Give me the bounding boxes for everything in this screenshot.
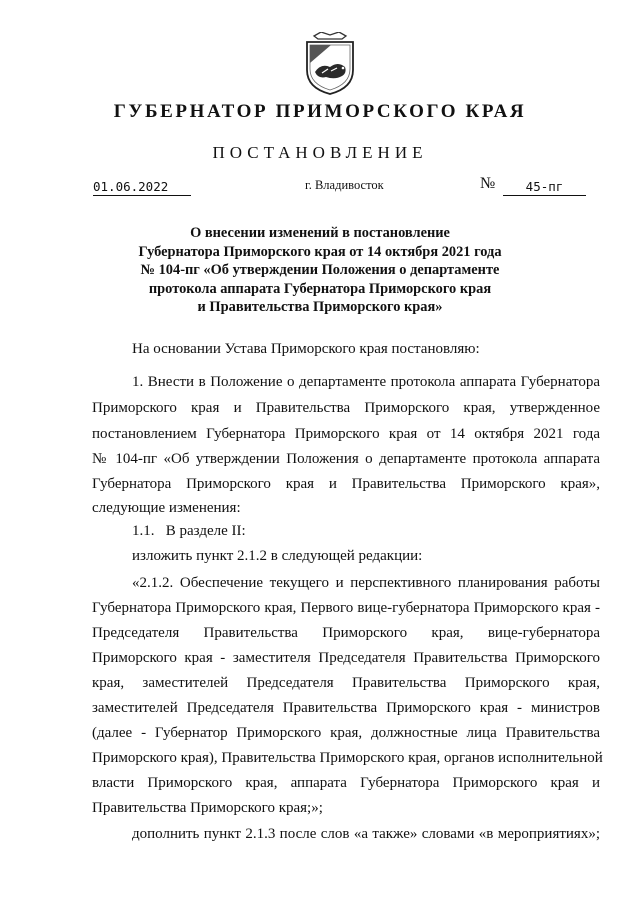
body-line: На основании Устава Приморского края постановляю: [132, 341, 480, 357]
body-line: дополнить пункт 2.1.3 после слов «а также» словами «в мероприятиях»; [132, 826, 600, 842]
body-line: № 104-пг «Об утверждении Положения о департаменте протокола аппарата [92, 451, 600, 467]
document-city: г. Владивосток [305, 178, 384, 192]
title-line: протокола аппарата Губернатора Приморского края [148, 280, 492, 297]
body-line: Губернатора Приморского края, Первого вице-губернатора Приморского края - [92, 600, 600, 616]
document-title [80, 224, 560, 317]
document-number: 45-пг [503, 179, 586, 196]
body-line: «2.1.2. Обеспечение текущего и перспективного планирования работы [132, 575, 600, 591]
body-line: Председателя Правительства Приморского края, вице-губернатора [92, 625, 600, 641]
body-line: постановлением Губернатора Приморского края от 14 октября 2021 года [92, 426, 600, 442]
title-line: и Правительства Приморского края» [197, 299, 443, 315]
body-line: (далее - Губернатор Приморского края, должностные лица Правительства [92, 725, 600, 741]
body-line: власти Приморского края, аппарата Губернатора Приморского края и [92, 775, 600, 791]
body-line: 1.1. В разделе II: [132, 523, 246, 539]
document-type: ПОСТАНОВЛЕНИЕ [212, 143, 428, 162]
coat-of-arms-icon [301, 32, 359, 96]
body-line: изложить пункт 2.1.2 в следующей редакции: [132, 548, 423, 564]
title-line: О внесении изменений в постановление [190, 225, 450, 241]
body-line: 1. Внести в Положение о департаменте протокола аппарата Губернатора [132, 374, 600, 390]
number-sign: № [480, 175, 496, 192]
body-line: Правительства Приморского края;»; [92, 800, 323, 816]
body-line: заместителей Председателя Правительства Приморского края - министров [92, 700, 600, 716]
title-line: Губернатора Приморского края от 14 октября 2021 года [138, 243, 502, 260]
body-line: Приморского края и Правительства Приморского края, утвержденное [92, 400, 600, 416]
body-line: Приморского края), Правительства Приморского края, органов исполнительной [92, 750, 603, 766]
document-date: 01.06.2022 [93, 179, 191, 196]
title-line: № 104-пг «Об утверждении Положения о департаменте [140, 262, 500, 278]
body-line: Губернатора Приморского края и Правительства Приморского края», [92, 476, 600, 492]
body-line: следующие изменения: [92, 500, 241, 516]
body-line: края, заместителей Председателя Правительства Приморского края, [92, 675, 600, 691]
body-line: Приморского края - заместителя Председателя Правительства Приморского [92, 650, 600, 666]
authority-title: ГУБЕРНАТОР ПРИМОРСКОГО КРАЯ [113, 101, 527, 122]
